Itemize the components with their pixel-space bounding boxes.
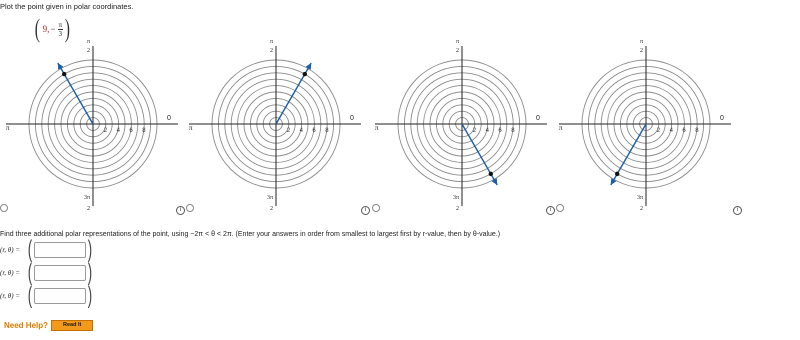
- answer-row-2: (r, θ) = ( ): [0, 259, 93, 286]
- info-icon[interactable]: i: [733, 206, 742, 215]
- question-prompt: Plot the point given in polar coordinates.: [0, 2, 134, 11]
- info-icon[interactable]: i: [361, 206, 370, 215]
- radius-tick-label: 2: [286, 128, 291, 134]
- polar-grid: [3, 34, 183, 214]
- radius-tick-label: 8: [511, 128, 515, 134]
- radius-tick-label: 4: [116, 128, 120, 134]
- polar-graph-option-3: [372, 34, 552, 214]
- angle-label-3pi-half-num: 3π: [84, 195, 91, 201]
- radius-tick-label: 8: [695, 128, 699, 134]
- plotted-point: [303, 72, 307, 76]
- angle-label-3pi-half-num: 3π: [637, 195, 644, 201]
- plotted-point: [62, 72, 66, 76]
- angle-label-pi-half-den: 2: [456, 48, 459, 54]
- angle-label-3pi-half-den: 2: [270, 206, 273, 212]
- polar-ray: [58, 63, 93, 124]
- angle-label-pi: π: [6, 124, 10, 132]
- angle-label-3pi-half-num: 3π: [267, 195, 274, 201]
- radius-tick-label: 6: [312, 128, 316, 134]
- info-icon[interactable]: i: [176, 206, 185, 215]
- theta-numerator: π: [58, 20, 63, 29]
- radius-tick-label: 8: [142, 128, 146, 134]
- plotted-point: [615, 172, 619, 176]
- angle-label-0: 0: [167, 115, 171, 122]
- need-help-label: Need Help?: [4, 321, 49, 330]
- polar-grid: [556, 34, 736, 214]
- polar-point: ( 9, − $\frac{\pi}{3}$ ): [34, 14, 70, 43]
- read-it-button[interactable]: Read It: [51, 320, 93, 331]
- radius-tick-label: 2: [656, 128, 661, 134]
- angle-label-pi: π: [189, 124, 193, 132]
- angle-label-pi-half-den: 2: [87, 48, 90, 54]
- polar-ray: [462, 124, 497, 185]
- point-minus: −: [50, 24, 56, 34]
- angle-label-pi-half-num: π: [87, 39, 91, 45]
- angle-label-pi-half-num: π: [270, 39, 274, 45]
- point-r: 9,: [42, 24, 50, 34]
- option-radio-4[interactable]: [556, 204, 564, 212]
- angle-label-pi-half-den: 2: [270, 48, 273, 54]
- radius-tick-label: 4: [669, 128, 673, 134]
- plotted-point: [489, 172, 493, 176]
- answer-label-3: (r, θ) =: [0, 292, 21, 300]
- answer-input-3[interactable]: [34, 288, 86, 304]
- angle-label-pi: π: [559, 124, 563, 132]
- polar-grid: [372, 34, 552, 214]
- angle-label-3pi-half-num: 3π: [453, 195, 460, 201]
- radius-tick-label: 2: [472, 128, 477, 134]
- answer-row-1: (r, θ) = ( ): [0, 236, 93, 263]
- angle-label-0: 0: [536, 115, 540, 122]
- angle-label-pi-half-num: π: [456, 39, 460, 45]
- angle-label-3pi-half-den: 2: [640, 206, 643, 212]
- info-icon[interactable]: i: [546, 206, 555, 215]
- polar-grid: [186, 34, 366, 214]
- radius-tick-label: 6: [129, 128, 133, 134]
- option-radio-3[interactable]: [372, 204, 380, 212]
- polar-ray: [276, 63, 311, 124]
- polar-ray: [611, 124, 646, 185]
- instructions: Find three additional polar representations of the point, using −2π < θ < 2π. (Enter your answers in order from smallest to largest first by r-value, then by θ-value.): [0, 231, 501, 238]
- radius-tick-label: 2: [103, 128, 108, 134]
- radius-tick-label: 4: [299, 128, 303, 134]
- radius-tick-label: 8: [325, 128, 329, 134]
- radius-tick-label: 4: [485, 128, 489, 134]
- angle-label-pi-half-num: π: [640, 39, 644, 45]
- answer-input-2[interactable]: [34, 265, 86, 281]
- angle-label-pi-half-den: 2: [640, 48, 643, 54]
- angle-label-3pi-half-den: 2: [87, 206, 90, 212]
- answer-label-1: (r, θ) =: [0, 246, 21, 254]
- polar-graph-option-1: [3, 34, 183, 214]
- angle-label-3pi-half-den: 2: [456, 206, 459, 212]
- option-radio-2[interactable]: [186, 204, 194, 212]
- answer-row-3: (r, θ) = ( ): [0, 282, 93, 309]
- radius-tick-label: 6: [498, 128, 502, 134]
- answer-input-1[interactable]: [34, 242, 86, 258]
- theta-denominator: 3: [58, 29, 63, 38]
- radius-tick-label: 6: [682, 128, 686, 134]
- polar-graph-option-4: [556, 34, 736, 214]
- answer-label-2: (r, θ) =: [0, 269, 21, 277]
- angle-label-pi: π: [375, 124, 379, 132]
- angle-label-0: 0: [350, 115, 354, 122]
- angle-label-0: 0: [720, 115, 724, 122]
- polar-graph-option-2: [186, 34, 366, 214]
- option-radio-1[interactable]: [0, 204, 8, 212]
